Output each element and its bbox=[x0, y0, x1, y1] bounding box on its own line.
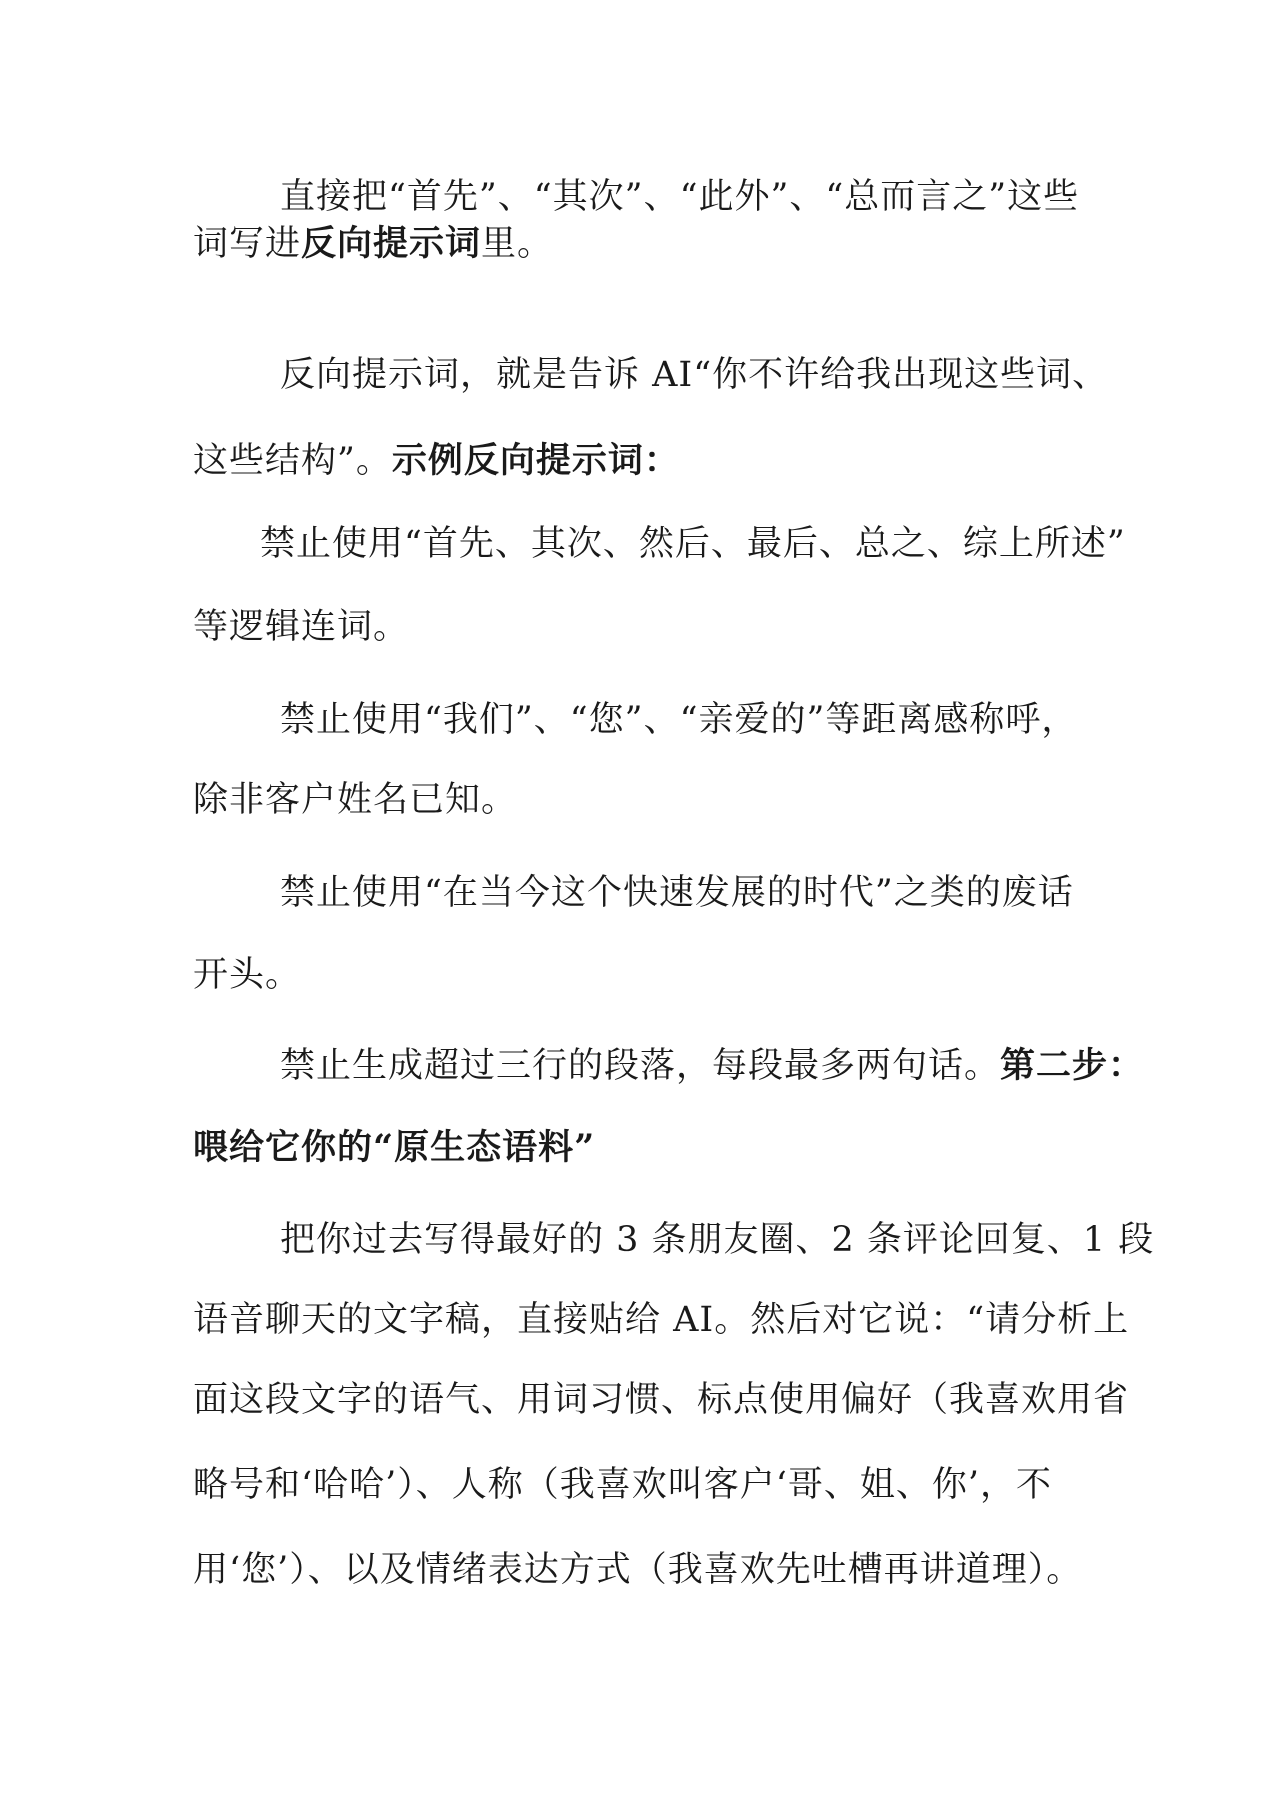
text-run: 除非客户姓名已知。 bbox=[193, 780, 518, 820]
text-run: 面这段文字的语气、用词习惯、标点使用偏好（我喜欢用省 bbox=[193, 1380, 1130, 1420]
text-run: 词写进 bbox=[193, 224, 302, 264]
paragraph-5-line-2 bbox=[193, 945, 1093, 1005]
text-run: 用‘您’）、以及情绪表达方式（我喜欢先吐槽再讲道理）。 bbox=[193, 1550, 1083, 1590]
paragraph-3-line-2 bbox=[193, 597, 1093, 657]
text-run: 反向提示词，就是告诉 AI“你不许给我出现这些词、 bbox=[280, 355, 1109, 395]
paragraph-7-line-3 bbox=[193, 1370, 1130, 1430]
text-run: 里。 bbox=[481, 224, 554, 264]
text-run: 禁止使用“我们”、“您”、“亲爱的”等距离感称呼， bbox=[280, 700, 1078, 740]
step-label: 第二步： bbox=[1000, 1045, 1145, 1086]
paragraph-5-line-1 bbox=[280, 863, 1180, 923]
step-title: 喂给它你的“原生态语料” bbox=[193, 1127, 596, 1168]
paragraph-3-line-1 bbox=[260, 514, 1160, 574]
paragraph-2-line-1 bbox=[280, 345, 1180, 405]
paragraph-7-line-4 bbox=[193, 1455, 1093, 1515]
text-run: 把你过去写得最好的 3 条朋友圈、2 条评论回复、1 段 bbox=[280, 1220, 1155, 1260]
paragraph-7-line-2 bbox=[193, 1290, 1130, 1350]
paragraph-6-line-1 bbox=[280, 1036, 1180, 1096]
text-run: 禁止生成超过三行的段落，每段最多两句话。 bbox=[280, 1046, 1001, 1086]
bold-heading: 示例反向提示词： bbox=[391, 440, 680, 481]
bold-term: 反向提示词 bbox=[301, 223, 482, 264]
paragraph-4-line-2 bbox=[193, 770, 1093, 830]
paragraph-2-line-2 bbox=[193, 431, 1093, 491]
paragraph-7-line-5 bbox=[193, 1540, 1093, 1600]
paragraph-7-line-1 bbox=[280, 1210, 1180, 1270]
paragraph-1-line-2 bbox=[193, 214, 1093, 274]
text-run: 开头。 bbox=[193, 955, 302, 995]
text-run: 语音聊天的文字稿，直接贴给 AI。然后对它说：“请分析上 bbox=[193, 1300, 1130, 1340]
text-run: 直接把“首先”、“其次”、“此外”、“总而言之”这些 bbox=[280, 177, 1080, 217]
text-run: 等逻辑连词。 bbox=[193, 607, 410, 647]
text-run: 禁止使用“在当今这个快速发展的时代”之类的废话 bbox=[280, 873, 1074, 913]
text-run: 这些结构”。 bbox=[193, 441, 392, 481]
text-run: 略号和‘哈哈’）、人称（我喜欢叫客户‘哥、姐、你’，不 bbox=[193, 1465, 1053, 1505]
paragraph-4-line-1 bbox=[280, 690, 1180, 750]
text-run: 禁止使用“首先、其次、然后、最后、总之、综上所述” bbox=[260, 524, 1126, 564]
paragraph-6-line-2 bbox=[193, 1118, 1093, 1178]
